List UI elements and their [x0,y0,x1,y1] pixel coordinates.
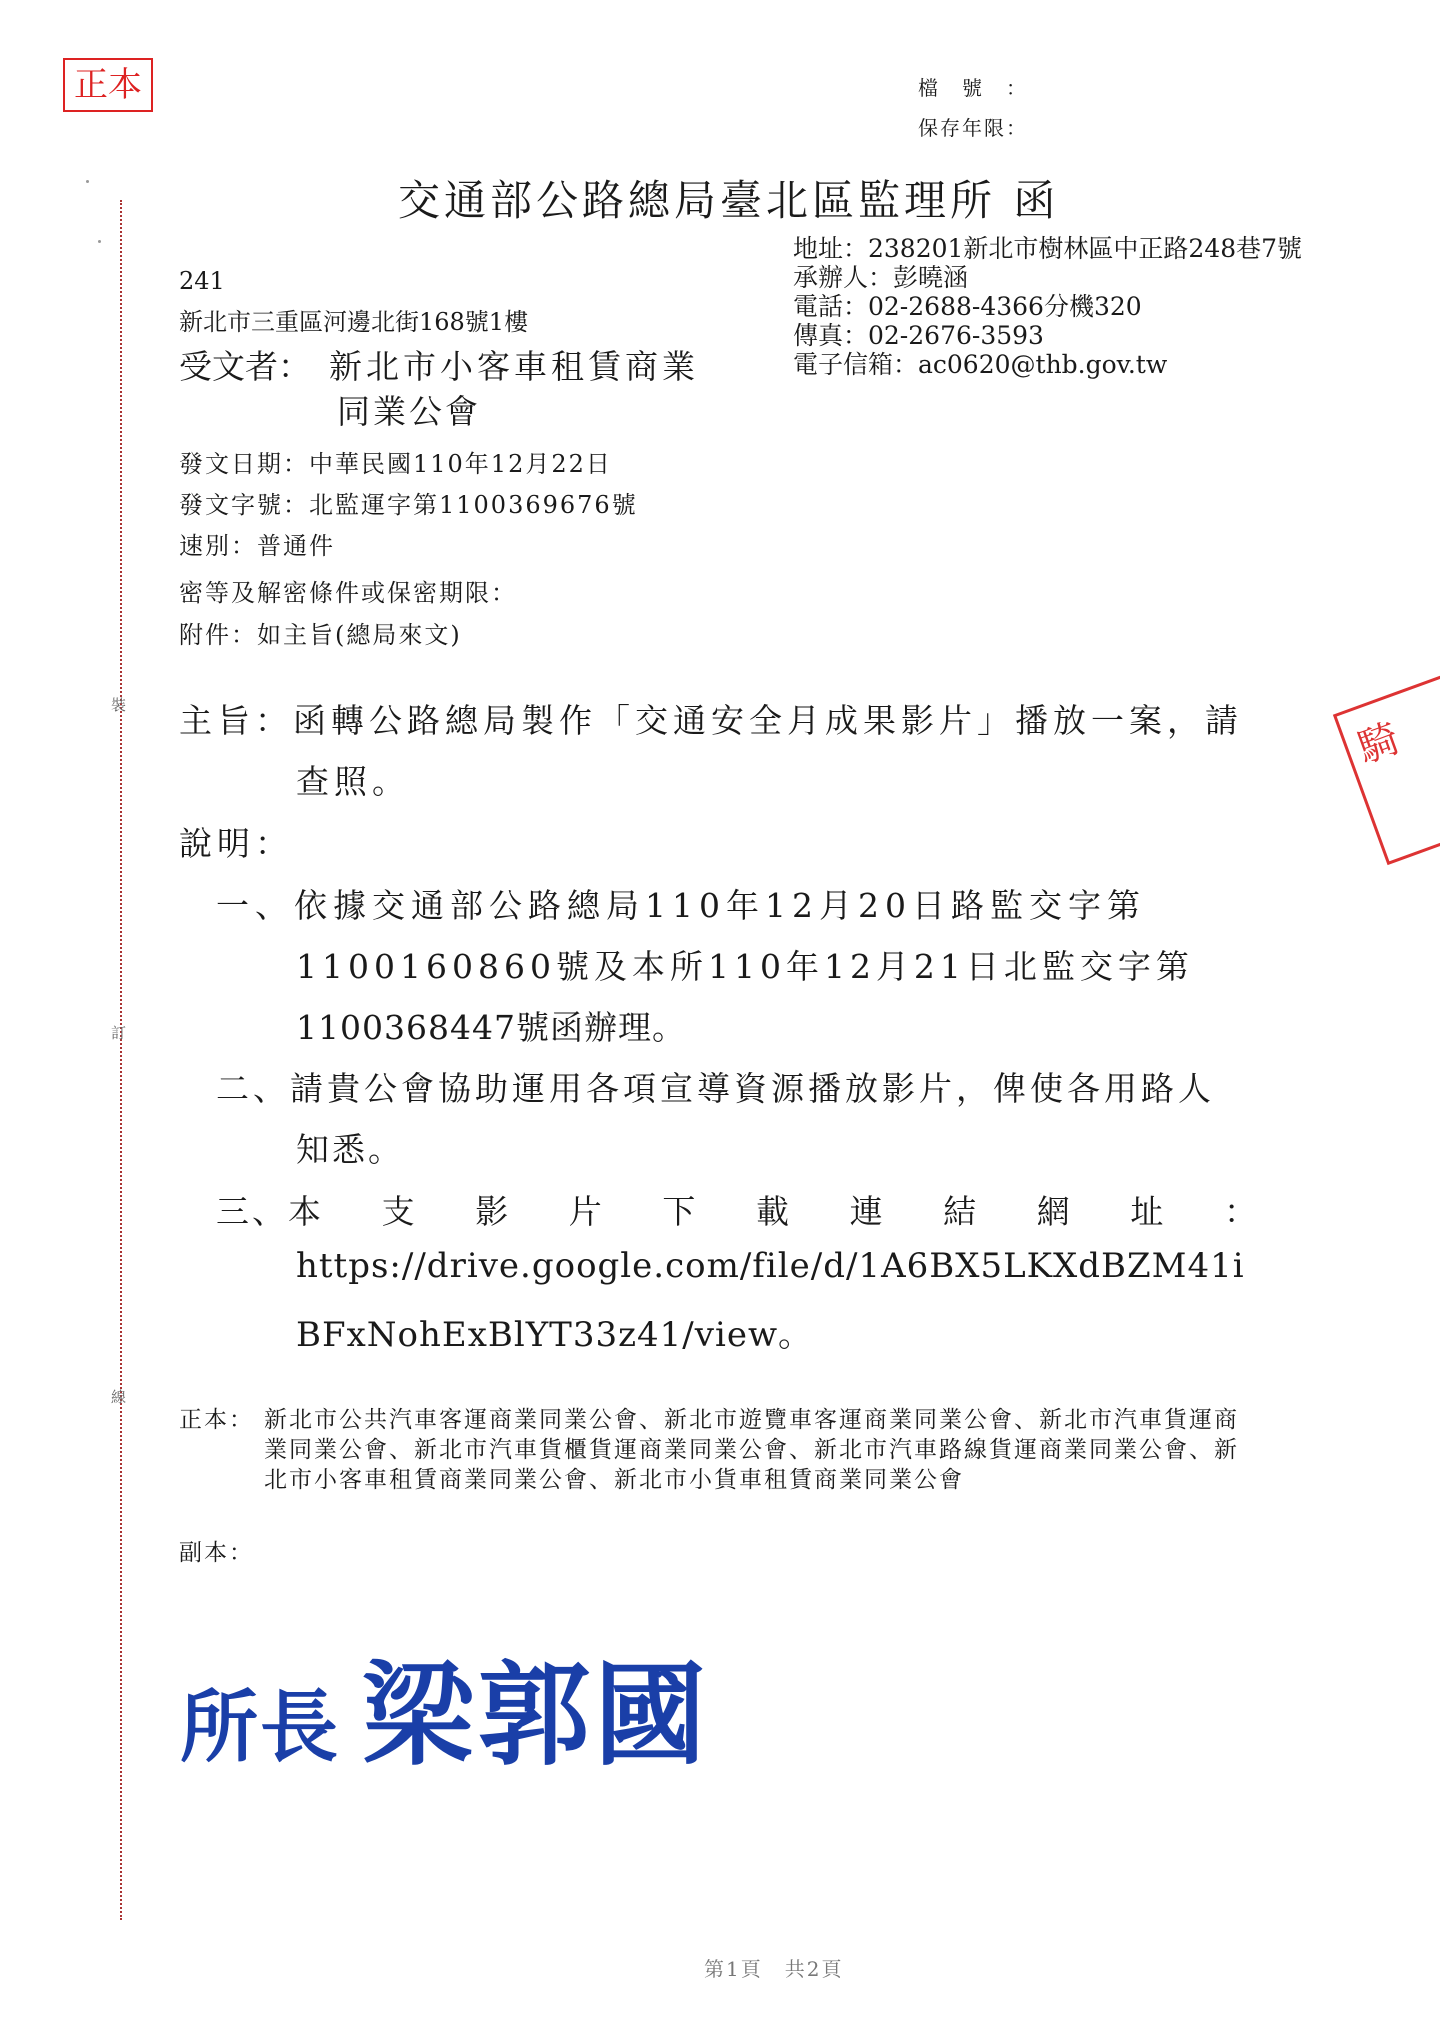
sender-fax: 傳真：02-2676-3593 [793,321,1044,350]
item-3-char: 網 [1036,1192,1073,1231]
binding-mark-zhuang: 裝 [111,696,127,714]
binding-mark-xian: 線 [111,1388,127,1406]
attachment: 附件：如主旨(總局來文) [179,621,462,649]
issue-date: 發文日期：中華民國110年12月22日 [179,450,612,478]
security-level: 密等及解密條件或保密期限： [179,579,517,607]
explanation-item-2-line-1: 二、請貴公會協助運用各項宣導資源播放影片，俾使各用路人 [216,1069,1215,1108]
scan-speck [86,180,89,183]
item-3-char: 三、本 [216,1192,324,1231]
sender-email: 電子信箱：ac0620@thb.gov.tw [793,350,1168,379]
sender-phone: 電話：02-2688-4366分機320 [793,292,1142,321]
copy-recipients-label: 副本： [179,1540,254,1566]
issue-number: 發文字號：北監運字第1100369676號 [179,491,638,519]
explanation-item-1-line-2: 1100160860號及本所110年12月21日北監交字第 [296,947,1194,986]
item-3-char: 支 [381,1192,418,1231]
recipient-postal-code: 241 [179,267,225,295]
original-copy-stamp: 正本 [63,58,153,112]
recipient-name-line-2: 同業公會 [337,392,481,431]
item-3-char: 片 [568,1192,605,1231]
director-signature-stamp [180,1626,710,1787]
edge-received-stamp: 騎 [1333,667,1440,865]
item-3-char: 連 [849,1192,886,1231]
subject-line-2: 查照。 [296,762,410,801]
file-number-label: 檔號： [918,76,1050,100]
binding-mark-ding: 訂 [111,1024,127,1042]
page-number: 第1頁 共2頁 [704,1957,844,1981]
recipient-label: 受文者： [179,347,311,386]
item-3-char: 影 [475,1192,512,1231]
subject-line-1: 主旨：函轉公路總局製作「交通安全月成果影片」播放一案，請 [179,701,1243,740]
signature-name: 梁郭國 [362,1651,711,1781]
item-3-char: 載 [755,1192,792,1231]
binding-line [120,200,122,1920]
item-3-char: 下 [662,1192,699,1231]
explanation-item-2-line-2: 知悉。 [296,1130,404,1169]
retention-period-label: 保存年限： [918,116,1028,140]
delivery-speed: 速別：普通件 [179,532,335,560]
sender-address: 地址：238201新北市樹林區中正路248巷7號 [793,234,1303,263]
original-recipients-list: 新北市公共汽車客運商業同業公會、新北市遊覽車客運商業同業公會、新北市汽車貨運商業同業公會、新北市汽車貨櫃貨運商業同業公會、新北市汽車路線貨運商業同業公會、新北市小客車租賃商業同業公會、新北市小貨車租賃商業同業公會 [264,1407,1239,1493]
explanation-item-3-line-1 [216,1186,1260,1233]
explanation-label: 說明： [179,824,293,863]
explanation-item-1-line-3: 1100368447號函辦理。 [296,1008,686,1047]
item-3-char: 結 [943,1192,980,1231]
original-recipients [179,1405,1239,1495]
item-3-char: ： [1223,1192,1260,1231]
recipient-address: 新北市三重區河邊北街168號1樓 [179,308,529,336]
recipient-block [179,344,739,434]
video-link-line-1[interactable]: https://drive.google.com/file/d/1A6BX5LKXdBZM41i [296,1246,1245,1286]
original-recipients-label: 正本： [179,1407,254,1433]
recipient-name-line-1: 新北市小客車租賃商業 [329,347,699,386]
document-title: 交通部公路總局臺北區監理所 函 [398,176,1060,225]
sender-handler: 承辦人：彭曉涵 [793,263,969,292]
signature-title: 所長 [180,1683,341,1773]
scan-speck [98,240,101,243]
explanation-item-1-line-1: 一、依據交通部公路總局110年12月20日路監交字第 [216,886,1146,925]
video-link-line-2[interactable]: BFxNohExBlYT33z41/view。 [296,1315,814,1355]
item-3-char: 址 [1130,1192,1167,1231]
